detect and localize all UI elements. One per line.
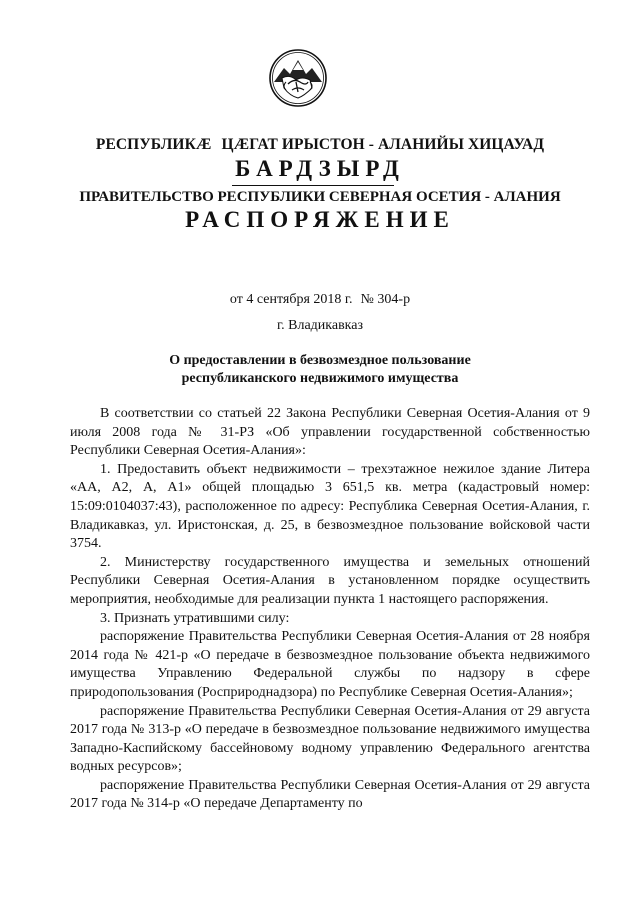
document-body (70, 405, 590, 814)
document-date-line (0, 292, 640, 308)
document-number: № 304-р (360, 292, 411, 307)
paragraph-item-2: 2. Министерству государственного имущества и земельных отношений Республики Северная Осетия-Алания в установленном порядке осуществить мероприятия, необходимые для реализации пункта 1 настоящего распоряжения. (70, 554, 590, 607)
paragraph-repeal-2: распоряжение Правительства Республики Северная Осетия-Алания от 29 августа 2017 года № 313-р «О передаче в безвозмездное пользование недвижимого имущества Западно-Каспийскому бассейновому водному управлению Федерального агентства водных ресурсов»; (70, 703, 590, 775)
document-subject (0, 352, 640, 388)
header-republic-word: РЕСПУБЛИКӔ (95, 136, 212, 153)
document-city: г. Владикавказ (276, 318, 364, 333)
document-type-title: РАСПОРЯЖЕНИЕ (185, 207, 455, 232)
header-government-name: ПРАВИТЕЛЬСТВО РЕСПУБЛИКИ СЕВЕРНАЯ ОСЕТИЯ - АЛАНИЯ (79, 189, 561, 205)
paragraph-repeal-3: распоряжение Правительства Республики Северная Осетия-Алания от 29 августа 2017 года № 314-р «О передаче Департаменту по (70, 777, 590, 812)
paragraph-item-3: 3. Признать утратившими силу: (100, 610, 290, 626)
coat-of-arms-icon (268, 48, 328, 108)
subject-line-2: республиканского недвижимого имущества (181, 371, 459, 386)
paragraph-item-1: 1. Предоставить объект недвижимости – трехэтажное нежилое здание Литера «АА, А2, А, А1» общей площадью 3 651,5 кв. метра (кадастровый номер: 15:09:0104037:43), расположенное по адресу: Республика Северная Осетия-Алания, г. Владикавказ, ул. Иристонская, д. 25, в безвозмездное пользование войсковой части 3754. (70, 461, 590, 552)
paragraph-preamble: В соответствии со статьей 22 Закона Республики Северная Осетия-Алания от 9 июля 2008 года № 31-РЗ «Об управлении государственной собственностью Республики Северная Осетия-Алания»: (70, 406, 590, 459)
header-ossetian-government: ЦӔГАТ ИРЫСТОН - АЛАНИЙЫ ХИЦАУАД (221, 136, 545, 153)
paragraph-repeal-1: распоряжение Правительства Республики Северная Осетия-Алания от 28 ноября 2014 года № 421-р «О передаче в безвозмездное пользование объекта недвижимого имущества Управлению Федеральной службы по надзору в сфере природопользования (Росприроднадзора) по Республике Северная Осетия-Алания»; (70, 629, 590, 700)
header-ossetian-line (0, 136, 640, 154)
header-underline (232, 185, 394, 186)
header-bardzyrd: БАРДЗЫРД (235, 156, 405, 181)
document-date: от 4 сентября 2018 г. (229, 292, 353, 307)
subject-line-1: О предоставлении в безвозмездное пользование (169, 353, 471, 368)
